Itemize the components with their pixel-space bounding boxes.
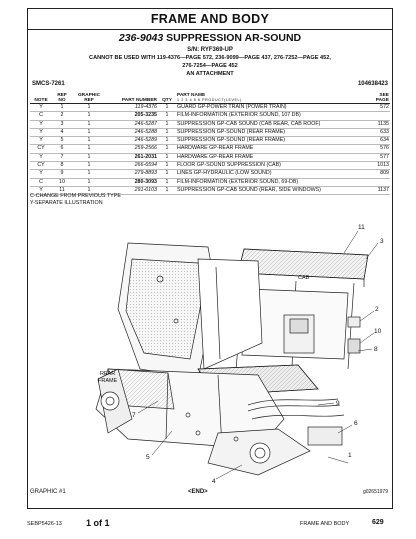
content-frame (27, 8, 393, 509)
rear-frame-label-1: REAR (100, 371, 116, 377)
see-page-cell[interactable]: 1137 (366, 186, 390, 194)
ref-cell: 1 (52, 104, 72, 112)
part-number-cell: 246-5287 (106, 120, 158, 128)
qty-cell: 1 (158, 120, 176, 128)
qty-cell: 1 (158, 162, 176, 170)
qty-cell: 1 (158, 153, 176, 161)
qty-cell: 1 (158, 186, 176, 194)
qty-cell: 1 (158, 145, 176, 153)
callout-4: 4 (212, 478, 216, 485)
legend-change: C-CHANGE FROM PREVIOUS TYPE (30, 193, 121, 199)
qty-cell: 1 (158, 128, 176, 136)
footer-section: FRAME AND BODY (300, 521, 350, 527)
callout-10: 10 (374, 328, 382, 335)
callout-9: 9 (336, 400, 340, 407)
usage-note-2: 276-7254—PAGE 452 (182, 63, 238, 69)
part-number-cell: 266-6594 (106, 162, 158, 170)
graphic-label: GRAPHIC #1 (30, 489, 66, 495)
note-cell: C (30, 112, 52, 120)
ref-cell: 2 (52, 112, 72, 120)
see-page-cell[interactable]: 634 (366, 137, 390, 145)
callout-11: 11 (358, 224, 365, 231)
ref-cell: 6 (52, 145, 72, 153)
table-row (30, 128, 390, 136)
table-row (30, 112, 390, 120)
see-page-cell[interactable] (366, 178, 390, 186)
part-name: SUPPRESSION AR-SOUND (166, 32, 302, 44)
graphic-ref-cell: 1 (72, 128, 106, 136)
footer-page-number: 629 (372, 519, 384, 526)
part-name-cell: FLOOR GP-SOUND SUPPRESSION (CAB) (176, 162, 366, 170)
footer-doc-number: SEBP5426-13 (27, 521, 62, 527)
callout-1: 1 (348, 452, 352, 459)
graphic-ref-cell: 1 (72, 162, 106, 170)
graphic-ref-cell: 1 (72, 120, 106, 128)
graphic-ref-cell: 1 (72, 104, 106, 112)
graphic-id: g02651979 (362, 489, 388, 495)
table-row (30, 137, 390, 145)
smcs-code: SMCS-7261 (32, 81, 65, 87)
rear-frame-label-2: FRAME (98, 378, 118, 384)
callout-7: 7 (132, 412, 136, 419)
callout-3: 3 (380, 238, 384, 245)
col-note: NOTE (30, 93, 52, 104)
part-number-cell: 259-2566 (106, 145, 158, 153)
part-number: 236-9043 (118, 32, 164, 44)
ref-cell: 5 (52, 137, 72, 145)
table-row (30, 178, 390, 186)
ref-cell: 7 (52, 153, 72, 161)
note-cell: Y (30, 186, 52, 194)
parts-table-body (30, 104, 390, 195)
note-cell: Y (30, 104, 52, 112)
col-see-page: SEE PAGE (366, 93, 390, 104)
footer-page-of: 1 of 1 (86, 518, 110, 528)
note-cell: CY (30, 162, 52, 170)
graphic-ref-cell: 1 (72, 178, 106, 186)
part-name-cell: SUPPRESSION GP-CAB SOUND (REAR, SIDE WINDOWS) (176, 186, 366, 194)
col-ref-no: REF NO (52, 93, 72, 104)
qty-cell: 1 (158, 112, 176, 120)
see-page-cell[interactable]: 1135 (366, 120, 390, 128)
part-name-cell: FILM-INFORMATION (EXTERIOR SOUND, 69-DB) (176, 178, 366, 186)
note-cell: CY (30, 145, 52, 153)
part-name-cell: SUPPRESSION GP-CAB SOUND (CAB REAR, CAB ROOF) (176, 120, 366, 128)
see-page-cell[interactable]: 1013 (366, 162, 390, 170)
qty-cell: 1 (158, 104, 176, 112)
ref-cell: 4 (52, 128, 72, 136)
note-cell: Y (30, 153, 52, 161)
graphic-ref-cell: 1 (72, 153, 106, 161)
ref-cell: 11 (52, 186, 72, 194)
see-page-cell[interactable]: 576 (366, 145, 390, 153)
ref-cell: 8 (52, 162, 72, 170)
col-graphic-ref: GRAPHIC REF (72, 93, 106, 104)
see-page-cell[interactable]: 633 (366, 128, 390, 136)
graphic-ref-cell: 1 (72, 137, 106, 145)
part-title (28, 32, 392, 44)
part-number-cell: 119-4376 (106, 104, 158, 112)
part-number-cell: 280-3093 (106, 178, 158, 186)
part-number-cell: 246-5289 (106, 137, 158, 145)
ref-cell: 3 (52, 120, 72, 128)
note-cell: C (30, 178, 52, 186)
usage-note-1: CANNOT BE USED WITH 119-4376—PAGE 572, 236-9099—PAGE 437, 276-7252—PAGE 452, (89, 55, 331, 61)
part-number-cell: 291-0103 (106, 186, 158, 194)
table-row (30, 145, 390, 153)
see-page-cell[interactable]: 572 (366, 104, 390, 112)
graphic-ref-cell: 1 (72, 145, 106, 153)
cab-label: CAB (298, 275, 310, 281)
see-page-cell[interactable]: 809 (366, 170, 390, 178)
parts-table (30, 93, 390, 195)
qty-cell: 1 (158, 170, 176, 178)
note-cell: Y (30, 137, 52, 145)
table-row (30, 104, 390, 112)
ref-cell: 10 (52, 178, 72, 186)
note-cell: Y (30, 120, 52, 128)
serial-range: S/N: RYF369-UP (187, 47, 233, 53)
legend-separate: Y-SEPARATE ILLUSTRATION (30, 200, 103, 206)
qty-cell: 1 (158, 178, 176, 186)
line-art (96, 243, 368, 475)
graphic-ref-cell: 1 (72, 186, 106, 194)
table-row (30, 153, 390, 161)
usage-note-3: AN ATTACHMENT (186, 71, 234, 77)
col-part-number: PART NUMBER (106, 93, 158, 104)
part-name-cell: FILM-INFORMATION (EXTERIOR SOUND, 107 DB) (176, 112, 366, 120)
part-number-cell: 279-8893 (106, 170, 158, 178)
part-name-cell: HARDWARE GP-REAR FRAME (176, 153, 366, 161)
callout-5: 5 (146, 454, 150, 461)
callout-6: 6 (354, 420, 358, 427)
table-row (30, 162, 390, 170)
graphic-ref-cell: 1 (72, 112, 106, 120)
table-header-row (30, 93, 390, 104)
graphic-ref-cell: 1 (72, 170, 106, 178)
end-mark: <END> (188, 489, 208, 495)
exploded-illustration (48, 219, 388, 487)
part-name-cell: SUPPRESSION GP-SOUND (REAR FRAME) (176, 128, 366, 136)
part-name-cell: LINES GP-HYDRAULIC (LOW SOUND) (176, 170, 366, 178)
see-page-cell[interactable]: 577 (366, 153, 390, 161)
callout-8: 8 (374, 346, 378, 353)
col-qty: QTY (158, 93, 176, 104)
see-page-cell[interactable] (366, 112, 390, 120)
part-number-cell: 205-3235 (106, 112, 158, 120)
col-part-name: PART NAME 1 2 3 4 5 6 PRODUCT(LEVEL) (176, 93, 366, 104)
note-cell: Y (30, 170, 52, 178)
document-id: 104638423 (357, 81, 388, 87)
table-row (30, 120, 390, 128)
table-row (30, 170, 390, 178)
note-cell: Y (30, 128, 52, 136)
ref-cell: 9 (52, 170, 72, 178)
part-name-cell: SUPPRESSION GP-SOUND (REAR FRAME) (176, 137, 366, 145)
part-name-cell: HARDWARE GP-REAR FRAME (176, 145, 366, 153)
qty-cell: 1 (158, 137, 176, 145)
section-title: FRAME AND BODY (28, 9, 392, 30)
callout-2: 2 (375, 306, 379, 313)
part-number-cell: 246-5288 (106, 128, 158, 136)
part-number-cell: 261-2031 (106, 153, 158, 161)
part-name-cell: GUARD GP-POWER TRAIN (POWER TRAIN) (176, 104, 366, 112)
